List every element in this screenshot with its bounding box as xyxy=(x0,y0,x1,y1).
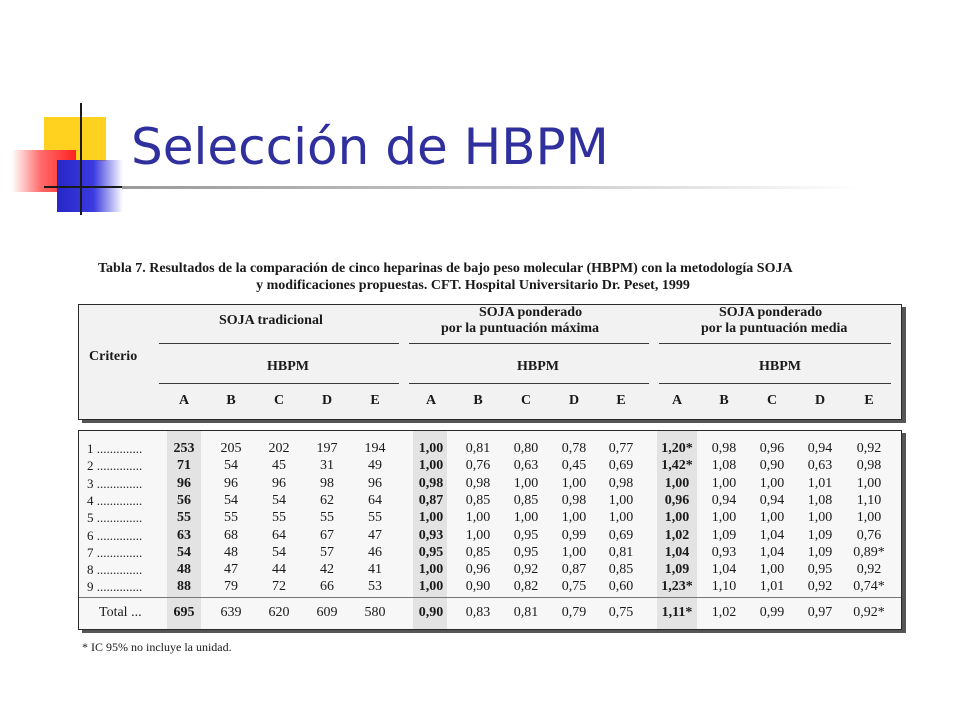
table-cell: 1,00 xyxy=(664,510,690,526)
column-header: A xyxy=(425,393,437,408)
table-cell: 253 xyxy=(173,441,195,456)
table-cell: 1,08 xyxy=(711,458,737,474)
table-cell: 1,04 xyxy=(759,527,785,543)
table-cell: 202 xyxy=(268,441,290,456)
table-cell: 71 xyxy=(177,458,191,474)
table-cell: 56 xyxy=(177,492,191,508)
total-cell: 0,81 xyxy=(513,605,539,620)
group-2-title-line2: por la puntuación máxima xyxy=(441,321,600,336)
table-cell: 48 xyxy=(224,544,238,560)
table-cell: 42 xyxy=(320,562,334,578)
table-cell: 1,00 xyxy=(759,475,785,491)
row-label: 3 .............. xyxy=(87,475,143,491)
total-cell: 0,79 xyxy=(561,605,587,620)
table-cell: 0,87 xyxy=(418,492,444,508)
group-2-sub-rule xyxy=(409,383,649,384)
row-label: 9 .............. xyxy=(87,579,143,595)
table-cell: 1,00 xyxy=(856,475,882,491)
row-label: 8 .............. xyxy=(87,562,143,578)
row-label: 4 .............. xyxy=(87,492,143,508)
table-cell: 55 xyxy=(272,510,286,526)
slide-title: Selección de HBPM xyxy=(131,118,609,176)
table-cell: 1,00 xyxy=(561,510,587,526)
table-cell: 54 xyxy=(224,458,238,474)
group-1-sub-rule xyxy=(159,383,399,384)
table-cell: 0,98 xyxy=(608,475,634,491)
total-cell: 0,90 xyxy=(418,605,444,620)
row-label: 1 .............. xyxy=(87,441,143,456)
total-cell: 0,97 xyxy=(807,605,833,620)
column-header: B xyxy=(719,393,729,408)
total-cell: 639 xyxy=(220,605,242,620)
table-cell: 1,00 xyxy=(418,441,444,456)
table-cell: 1,09 xyxy=(664,562,690,578)
table-cell: 0,81 xyxy=(608,544,634,560)
row-label: 6 .............. xyxy=(87,527,143,543)
column-header: B xyxy=(226,393,236,408)
table-cell: 1,00 xyxy=(856,510,882,526)
table-cell: 197 xyxy=(316,441,338,456)
total-cell: 0,92* xyxy=(853,605,885,620)
table-cell: 47 xyxy=(224,562,238,578)
table-cell: 31 xyxy=(320,458,334,474)
column-header: D xyxy=(814,393,826,408)
group-3-subheader: HBPM xyxy=(759,359,801,374)
table-cell: 1,00 xyxy=(664,475,690,491)
table-cell: 54 xyxy=(177,544,191,560)
table-cell: 1,00 xyxy=(418,510,444,526)
table-cell: 45 xyxy=(272,458,286,474)
table-cell: 0,81 xyxy=(465,441,491,456)
table-cell: 0,92 xyxy=(856,562,882,578)
column-header: A xyxy=(178,393,190,408)
table-cell: 55 xyxy=(368,510,382,526)
table-cell: 0,63 xyxy=(513,458,539,474)
table-cell: 63 xyxy=(177,527,191,543)
row-label: 7 .............. xyxy=(87,544,143,560)
group-2-rule xyxy=(409,343,649,344)
table-cell: 72 xyxy=(272,579,286,595)
total-cell: 0,75 xyxy=(608,605,634,620)
table-cell: 1,00 xyxy=(711,510,737,526)
table-cell: 0,98 xyxy=(711,441,737,456)
table-cell: 55 xyxy=(224,510,238,526)
total-cell: 1,11* xyxy=(661,605,693,620)
column-header: A xyxy=(671,393,683,408)
table-cell: 1,09 xyxy=(807,527,833,543)
table-cell: 98 xyxy=(320,475,334,491)
table-cell: 0,98 xyxy=(856,458,882,474)
column-header: B xyxy=(473,393,483,408)
table-cell: 1,02 xyxy=(664,527,690,543)
table-cell: 1,04 xyxy=(711,562,737,578)
table-cell: 1,00 xyxy=(465,510,491,526)
table-cell: 0,95 xyxy=(513,527,539,543)
logo-horizontal-line xyxy=(44,186,134,188)
table-cell: 0,95 xyxy=(418,544,444,560)
column-header: E xyxy=(864,393,874,408)
table-cell: 1,10 xyxy=(711,579,737,595)
group-1-subheader: HBPM xyxy=(267,359,309,374)
table-cell: 0,69 xyxy=(608,458,634,474)
table-cell: 1,00 xyxy=(608,492,634,508)
table-cell: 1,01 xyxy=(759,579,785,595)
table-cell: 1,00 xyxy=(807,510,833,526)
table-cell: 1,10 xyxy=(856,492,882,508)
column-header: C xyxy=(766,393,778,408)
table-cell: 1,00 xyxy=(465,527,491,543)
table-cell: 55 xyxy=(177,510,191,526)
table-cell: 1,00 xyxy=(561,544,587,560)
table-cell: 0,98 xyxy=(465,475,491,491)
table-cell: 0,74* xyxy=(853,579,885,595)
column-header: C xyxy=(520,393,532,408)
column-header: E xyxy=(370,393,380,408)
table-cell: 0,77 xyxy=(608,441,634,456)
table-cell: 1,04 xyxy=(759,544,785,560)
row-label: 5 .............. xyxy=(87,510,143,526)
table-cell: 0,80 xyxy=(513,441,539,456)
table-cell: 1,00 xyxy=(418,579,444,595)
table-cell: 44 xyxy=(272,562,286,578)
table-cell: 0,95 xyxy=(513,544,539,560)
group-3-rule xyxy=(659,343,891,344)
table-cell: 1,00 xyxy=(608,510,634,526)
table-cell: 48 xyxy=(177,562,191,578)
table-cell: 0,93 xyxy=(711,544,737,560)
total-cell: 609 xyxy=(316,605,338,620)
table-cell: 1,01 xyxy=(807,475,833,491)
table-cell: 1,09 xyxy=(711,527,737,543)
table-cell: 0,92 xyxy=(856,441,882,456)
table-cell: 64 xyxy=(272,527,286,543)
column-header: E xyxy=(616,393,626,408)
table-cell: 66 xyxy=(320,579,334,595)
table-cell: 0,75 xyxy=(561,579,587,595)
table-cell: 1,00 xyxy=(711,475,737,491)
group-2-title: SOJA ponderado xyxy=(479,305,583,320)
table-cell: 0,99 xyxy=(561,527,587,543)
table-cell: 0,45 xyxy=(561,458,587,474)
table-cell: 1,08 xyxy=(807,492,833,508)
table-cell: 96 xyxy=(368,475,382,491)
table-cell: 1,20* xyxy=(661,441,693,456)
title-underline xyxy=(122,186,862,189)
table-cell: 54 xyxy=(224,492,238,508)
table-cell: 96 xyxy=(177,475,191,491)
table-cell: 79 xyxy=(224,579,238,595)
table-cell: 0,92 xyxy=(807,579,833,595)
group-3-title-line2: por la puntuación media xyxy=(701,321,848,336)
table-cell: 0,87 xyxy=(561,562,587,578)
table-cell: 88 xyxy=(177,579,191,595)
table-cell: 1,00 xyxy=(418,458,444,474)
group-1-rule xyxy=(159,343,399,344)
table-cell: 55 xyxy=(320,510,334,526)
logo-vertical-line xyxy=(80,103,82,215)
group-2-subheader: HBPM xyxy=(517,359,559,374)
table-header-box xyxy=(78,304,902,420)
table-cell: 41 xyxy=(368,562,382,578)
table-cell: 0,98 xyxy=(561,492,587,508)
table-cell: 0,69 xyxy=(608,527,634,543)
table-cell: 67 xyxy=(320,527,334,543)
table-cell: 54 xyxy=(272,544,286,560)
table-cell: 0,94 xyxy=(711,492,737,508)
table-cell: 0,78 xyxy=(561,441,587,456)
table-cell: 1,00 xyxy=(513,510,539,526)
table-cell: 0,85 xyxy=(513,492,539,508)
total-label: Total ... xyxy=(99,605,142,620)
total-cell: 695 xyxy=(173,605,195,620)
criterion-header: Criterio xyxy=(89,349,138,364)
table-cell: 54 xyxy=(272,492,286,508)
table-cell: 0,60 xyxy=(608,579,634,595)
table-cell: 64 xyxy=(368,492,382,508)
table-cell: 96 xyxy=(272,475,286,491)
total-cell: 1,02 xyxy=(711,605,737,620)
table-cell: 194 xyxy=(364,441,386,456)
table-cell: 1,00 xyxy=(759,562,785,578)
table-cell: 57 xyxy=(320,544,334,560)
table-cell: 1,09 xyxy=(807,544,833,560)
total-cell: 0,99 xyxy=(759,605,785,620)
group-1-title: SOJA tradicional xyxy=(219,313,323,328)
table-cell: 0,95 xyxy=(807,562,833,578)
table-cell: 62 xyxy=(320,492,334,508)
scanned-table xyxy=(64,248,914,658)
table-cell: 0,96 xyxy=(759,441,785,456)
table-cell: 0,96 xyxy=(465,562,491,578)
table-cell: 0,94 xyxy=(807,441,833,456)
table-cell: 1,00 xyxy=(759,510,785,526)
table-cell: 1,23* xyxy=(661,579,693,595)
table-cell: 96 xyxy=(224,475,238,491)
table-cell: 205 xyxy=(220,441,242,456)
table-body-box xyxy=(78,430,902,630)
table-cell: 49 xyxy=(368,458,382,474)
table-cell: 1,00 xyxy=(513,475,539,491)
table-cell: 1,04 xyxy=(664,544,690,560)
table-cell: 68 xyxy=(224,527,238,543)
table-cell: 0,90 xyxy=(465,579,491,595)
row-label: 2 .............. xyxy=(87,458,143,474)
total-separator xyxy=(79,597,901,598)
table-cell: 47 xyxy=(368,527,382,543)
table-cell: 0,90 xyxy=(759,458,785,474)
group-3-sub-rule xyxy=(659,383,891,384)
table-cell: 0,85 xyxy=(608,562,634,578)
table-cell: 0,63 xyxy=(807,458,833,474)
table-cell: 0,85 xyxy=(465,544,491,560)
table-cell: 0,76 xyxy=(856,527,882,543)
total-cell: 580 xyxy=(364,605,386,620)
total-cell: 0,83 xyxy=(465,605,491,620)
table-cell: 1,42* xyxy=(661,458,693,474)
column-header: D xyxy=(321,393,333,408)
table-cell: 0,93 xyxy=(418,527,444,543)
table-cell: 0,76 xyxy=(465,458,491,474)
table-cell: 53 xyxy=(368,579,382,595)
table-cell: 1,00 xyxy=(561,475,587,491)
table-cell: 1,00 xyxy=(418,562,444,578)
table-caption xyxy=(98,260,908,294)
table-cell: 0,92 xyxy=(513,562,539,578)
table-cell: 0,94 xyxy=(759,492,785,508)
total-cell: 620 xyxy=(268,605,290,620)
table-cell: 0,85 xyxy=(465,492,491,508)
slide-logo-decoration xyxy=(0,0,140,220)
column-header: C xyxy=(273,393,285,408)
table-cell: 0,98 xyxy=(418,475,444,491)
table-caption-line2: y modificaciones propuestas. CFT. Hospital Universitario Dr. Peset, 1999 xyxy=(256,278,690,293)
group-3-title: SOJA ponderado xyxy=(719,305,823,320)
table-cell: 0,89* xyxy=(853,544,885,560)
table-footnote: * IC 95% no incluye la unidad. xyxy=(82,640,232,654)
table-cell: 46 xyxy=(368,544,382,560)
table-caption-line1: Tabla 7. Resultados de la comparación de cinco heparinas de bajo peso molecular (HBPM) con la metodología SOJA xyxy=(98,261,793,276)
column-header: D xyxy=(568,393,580,408)
table-cell: 0,96 xyxy=(664,492,690,508)
table-cell: 0,82 xyxy=(513,579,539,595)
